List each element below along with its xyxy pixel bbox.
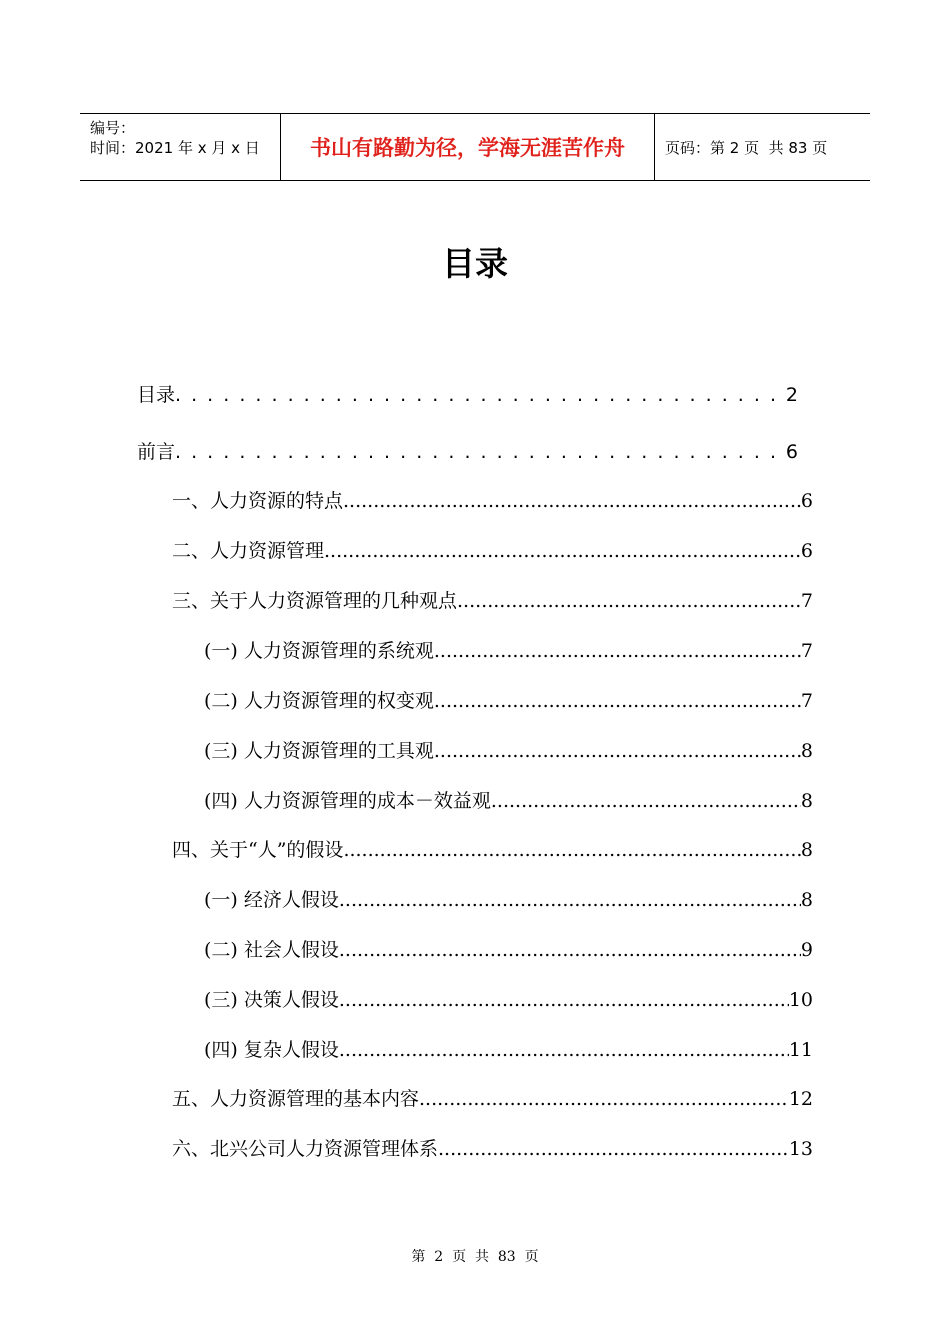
- toc-entry-page: 6: [785, 441, 798, 463]
- toc-entry[interactable]: [172, 835, 813, 862]
- page-title: 目录: [442, 244, 508, 283]
- toc-entry[interactable]: [172, 1134, 813, 1161]
- toc-entry[interactable]: [204, 885, 813, 912]
- toc-entry[interactable]: [204, 786, 813, 813]
- toc-entry-label: 四、关于“人”的假设: [172, 839, 344, 861]
- document-time-label: 时间：2021 年 x 月 x 日: [90, 139, 260, 157]
- toc-dot-leader: [491, 790, 801, 812]
- toc-entry[interactable]: [137, 380, 798, 407]
- toc-entry-label: 五、人力资源管理的基本内容: [172, 1088, 420, 1110]
- toc-dot-leader: [339, 989, 789, 1011]
- header-motto: 书山有路勤为径，学海无涯苦作舟: [281, 114, 655, 180]
- toc-entry-page: 6: [800, 490, 813, 512]
- toc-entry-label: 目录: [137, 384, 176, 406]
- toc-entry-page: 7: [800, 640, 813, 662]
- toc-entry-page: 8: [800, 839, 813, 861]
- toc-entry-page: 13: [788, 1138, 813, 1160]
- toc-entry-page: 8: [800, 790, 813, 812]
- toc-entry-page: 7: [800, 590, 813, 612]
- toc-entry[interactable]: [172, 486, 813, 513]
- toc-entry[interactable]: [172, 586, 813, 613]
- toc-entry[interactable]: [172, 1084, 813, 1111]
- toc-entry[interactable]: [204, 736, 813, 763]
- toc-entry[interactable]: [204, 686, 813, 713]
- toc-dot-leader: [343, 490, 801, 512]
- toc-entry-label: (四) 复杂人假设: [204, 1039, 339, 1061]
- footer-page-number: 第 2 页 共 83 页: [411, 1249, 539, 1265]
- toc-entry[interactable]: [204, 636, 813, 663]
- toc-entry-page: 6: [800, 540, 813, 562]
- toc-dot-leader: [438, 1138, 789, 1160]
- toc-entry-label: 前言: [137, 441, 176, 463]
- toc-entry-page: 7: [800, 690, 813, 712]
- toc-entry-label: (四) 人力资源管理的成本－效益观: [204, 790, 491, 812]
- toc-dot-leader: [339, 1039, 789, 1061]
- toc-dot-leader: [457, 590, 801, 612]
- toc-entry-label: (三) 决策人假设: [204, 989, 339, 1011]
- page-footer: [0, 1246, 950, 1266]
- toc-entry-label: (一) 人力资源管理的系统观: [204, 640, 434, 662]
- header-page-label: 页码：第 2 页 共 83 页: [665, 138, 828, 157]
- toc-entry-label: (一) 经济人假设: [204, 889, 339, 911]
- toc-entry[interactable]: [204, 1035, 813, 1062]
- toc-entry-label: 二、人力资源管理: [172, 540, 325, 562]
- toc-entry[interactable]: [172, 536, 813, 563]
- toc-dot-leader: [175, 384, 786, 406]
- toc-dot-leader: [324, 540, 801, 562]
- toc-entry-label: 一、人力资源的特点: [172, 490, 344, 512]
- toc-dot-leader: [339, 889, 801, 911]
- toc-entry-label: (二) 社会人假设: [204, 939, 339, 961]
- toc-entry-page: 12: [788, 1088, 813, 1110]
- toc-entry-page: 2: [785, 384, 798, 406]
- toc-dot-leader: [419, 1088, 789, 1110]
- toc-entry[interactable]: [204, 935, 813, 962]
- toc-entry-label: 三、关于人力资源管理的几种观点: [172, 590, 458, 612]
- toc-dot-leader: [434, 640, 801, 662]
- toc-entry[interactable]: [137, 437, 798, 464]
- toc-entry-page: 10: [788, 989, 813, 1011]
- toc-entry[interactable]: [204, 985, 813, 1012]
- toc-entry-page: 8: [800, 889, 813, 911]
- document-number-label: 编号：: [90, 119, 136, 137]
- toc-entry-label: (二) 人力资源管理的权变观: [204, 690, 434, 712]
- toc-dot-leader: [343, 839, 800, 861]
- toc-dot-leader: [434, 690, 801, 712]
- toc-entry-label: 六、北兴公司人力资源管理体系: [172, 1138, 439, 1160]
- toc-entry-page: 8: [800, 740, 813, 762]
- toc-dot-leader: [175, 441, 786, 463]
- toc-entry-page: 11: [788, 1039, 813, 1061]
- toc-entry-label: (三) 人力资源管理的工具观: [204, 740, 434, 762]
- toc-dot-leader: [339, 939, 801, 961]
- toc-dot-leader: [434, 740, 801, 762]
- toc-entry-page: 9: [800, 939, 813, 961]
